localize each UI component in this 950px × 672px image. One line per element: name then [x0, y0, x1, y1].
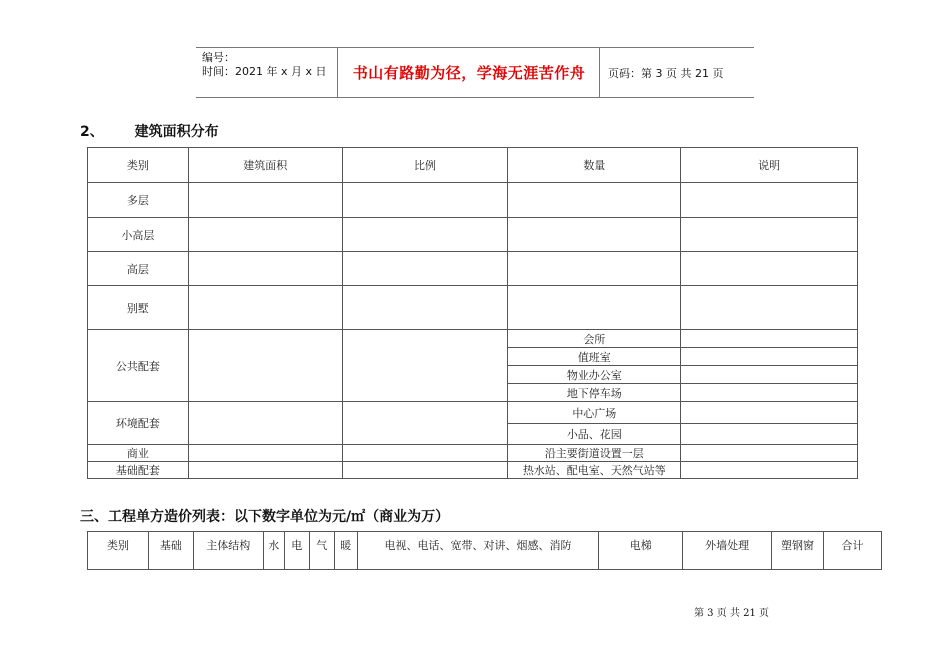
table-row	[88, 330, 858, 348]
header-cell: 主体结构	[193, 532, 263, 570]
sub-item: 地下停车场	[508, 384, 681, 402]
sub-item: 值班室	[508, 348, 681, 366]
header-cell: 电视、电话、宽带、对讲、烟感、消防	[357, 532, 599, 570]
sub-item: 中心广场	[508, 402, 681, 424]
header-motto: 书山有路勤为径，学海无涯苦作舟	[339, 48, 600, 97]
header-cell: 气	[309, 532, 334, 570]
doc-date: 时间：2021 年 x 月 x 日	[202, 65, 327, 78]
sub-item: 沿主要街道设置一层	[508, 445, 681, 462]
header-meta	[196, 48, 338, 97]
header-cell: 外墙处理	[683, 532, 772, 570]
cost-table	[87, 531, 882, 570]
section3-title: 三、工程单方造价列表：以下数字单位为元/㎡（商业为万）	[80, 509, 450, 525]
table-row	[88, 462, 858, 479]
table-row	[88, 183, 858, 218]
header-cell: 类别	[88, 148, 189, 183]
header-cell: 类别	[88, 532, 149, 570]
header-cell: 数量	[508, 148, 681, 183]
header-cell: 说明	[681, 148, 858, 183]
header-cell: 水	[263, 532, 284, 570]
sub-item: 会所	[508, 330, 681, 348]
row-label: 基础配套	[88, 462, 189, 479]
doc-number: 编号：	[202, 51, 235, 64]
row-label: 多层	[88, 183, 189, 218]
table-row	[88, 252, 858, 286]
header-cell: 塑钢窗	[772, 532, 824, 570]
page-header	[196, 47, 754, 98]
table-header-row	[88, 532, 882, 570]
header-cell: 暖	[334, 532, 357, 570]
row-label: 小高层	[88, 218, 189, 252]
header-cell: 电梯	[599, 532, 683, 570]
header-cell: 电	[284, 532, 309, 570]
area-table	[87, 147, 858, 479]
row-label: 环境配套	[88, 402, 189, 445]
page-footer: 第 3 页 共 21 页	[694, 608, 769, 619]
row-label: 商业	[88, 445, 189, 462]
table-header-row	[88, 148, 858, 183]
sub-item: 热水站、配电室、天然气站等	[508, 462, 681, 479]
table-row	[88, 445, 858, 462]
table-row	[88, 402, 858, 424]
header-cell: 基础	[148, 532, 193, 570]
table-row	[88, 286, 858, 330]
row-label: 高层	[88, 252, 189, 286]
sub-item: 小品、花园	[508, 424, 681, 445]
section2-heading: 建筑面积分布	[134, 124, 219, 140]
table-row	[88, 218, 858, 252]
row-label: 别墅	[88, 286, 189, 330]
header-page: 页码：第 3 页 共 21 页	[608, 66, 724, 80]
section2-title	[80, 121, 219, 141]
sub-item: 物业办公室	[508, 366, 681, 384]
header-cell: 合计	[824, 532, 882, 570]
row-label: 公共配套	[88, 330, 189, 402]
section2-number: 2、	[80, 124, 104, 140]
header-cell: 比例	[342, 148, 508, 183]
header-cell: 建筑面积	[188, 148, 342, 183]
